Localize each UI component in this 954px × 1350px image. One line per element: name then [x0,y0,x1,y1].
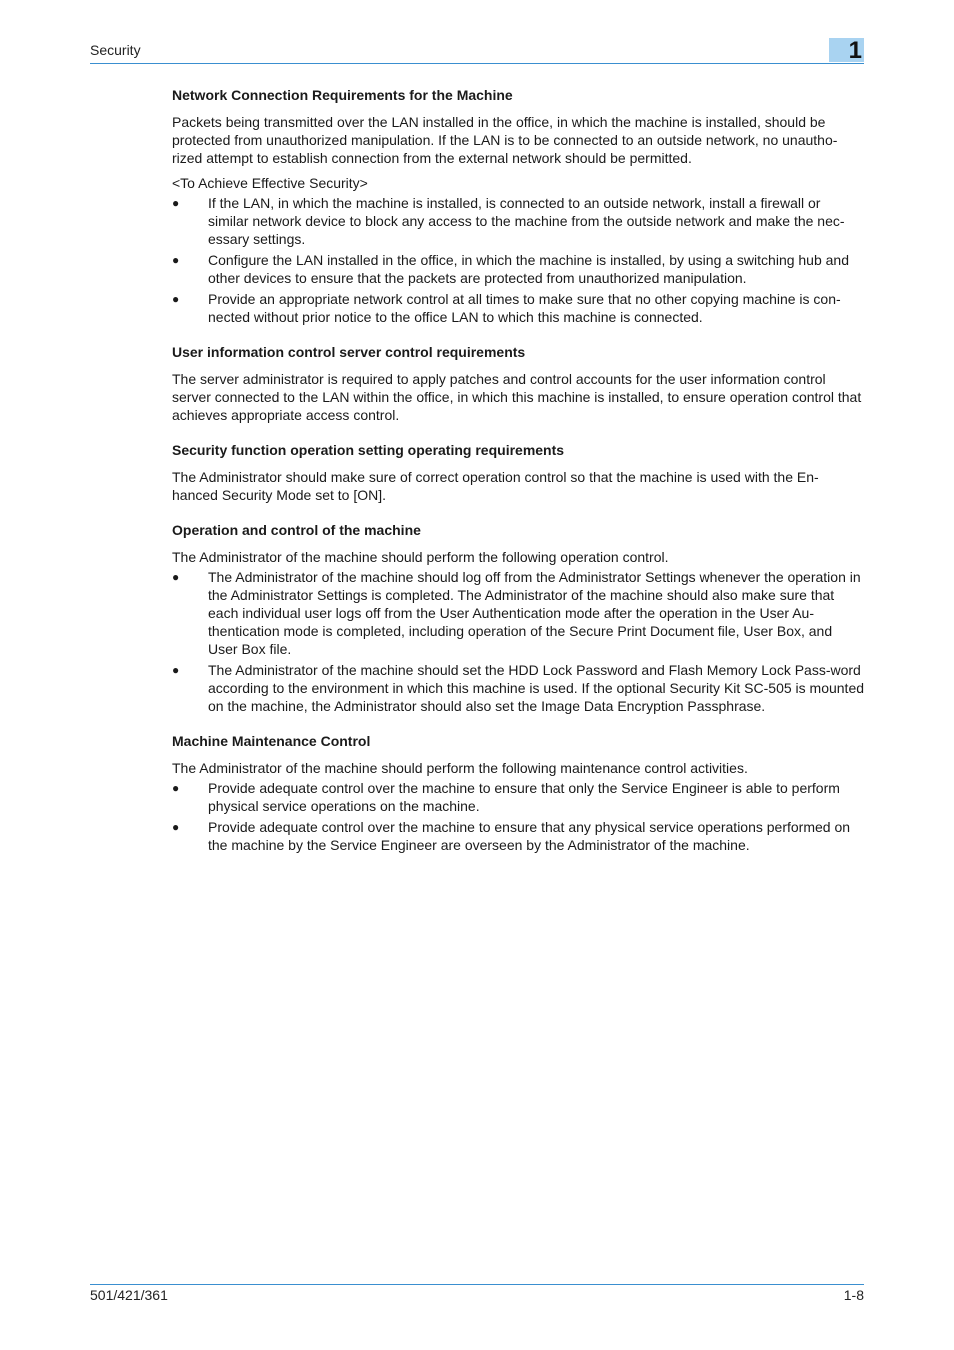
list-item [172,290,864,326]
section-heading: Operation and control of the machine [172,522,421,538]
bullet-icon: ● [172,663,180,677]
paragraph: <To Achieve Effective Security> [172,175,368,191]
list-item-text: Provide an appropriate network control at all times to make sure that no other copying machine is con-nected without prior notice to the office LAN to which this machine is connected. [208,291,841,325]
page-header [90,37,864,64]
section-security-function-settings [172,441,864,504]
bullet-icon: ● [172,570,180,584]
list-item [172,568,864,658]
section-heading: User information control server control requirements [172,344,526,360]
header-title: Security [90,42,141,58]
bullet-icon: ● [172,253,180,267]
chapter-tab [829,38,864,62]
section-network-requirements [172,86,864,326]
paragraph: The Administrator of the machine should perform the following maintenance control activities. [172,760,748,776]
bullet-list [172,779,864,854]
page-content [172,86,864,871]
list-item-text: Provide adequate control over the machine to ensure that only the Service Engineer is able to perform physical service operations on the machine. [208,780,840,814]
section-maintenance-control [172,732,864,854]
bullet-icon: ● [172,820,180,834]
bullet-icon: ● [172,781,180,795]
list-item-text: The Administrator of the machine should set the HDD Lock Password and Flash Memory Lock Pass-word according to the environment in which this machine is used. If the optional Security Kit SC-505 is mounted on the machine, the Administrator should also set the Image Data Encryption Passphrase. [208,662,865,714]
section-operation-control [172,521,864,715]
footer-page-number: 1-8 [843,1287,864,1303]
list-item [172,661,864,715]
list-item [172,779,864,815]
paragraph: The Administrator of the machine should perform the following operation control. [172,549,669,565]
list-item [172,194,864,248]
paragraph: The Administrator should make sure of correct operation control so that the machine is used with the En-hanced Security Mode set to [ON]. [172,469,819,503]
list-item-text: Configure the LAN installed in the office, in which the machine is installed, by using a switching hub and other devices to ensure that the packets are protected from unauthorized manipulation. [208,252,850,286]
list-item [172,818,864,854]
paragraph: Packets being transmitted over the LAN installed in the office, in which the machine is installed, should be protected from unauthorized manipulation. If the LAN is to be connected to an outside network, no unautho-rized attempt to establish connection from the external network should be permitted. [172,114,838,166]
list-item-text: The Administrator of the machine should log off from the Administrator Settings whenever the operation in the Administrator Settings is completed. The Administrator of the machine should also make sure that each individual user logs off from the User Authentication mode after the operation in the User Au-thentication mode is completed, including operation of the Secure Print Document file, User Box, and User Box file. [208,569,861,657]
page-footer [90,1284,864,1303]
section-heading: Machine Maintenance Control [172,733,371,749]
bullet-list [172,194,864,326]
bullet-list [172,568,864,715]
section-user-info-server [172,343,864,424]
list-item [172,251,864,287]
list-item-text: If the LAN, in which the machine is installed, is connected to an outside network, install a firewall or similar network device to block any access to the machine from the outside network and make the nec-essary settings. [208,195,845,247]
bullet-icon: ● [172,292,180,306]
footer-model: 501/421/361 [90,1287,168,1303]
section-heading: Security function operation setting operating requirements [172,442,565,458]
section-heading: Network Connection Requirements for the Machine [172,87,513,103]
bullet-icon: ● [172,196,180,210]
chapter-number: 1 [848,37,862,64]
paragraph: The server administrator is required to apply patches and control accounts for the user information control server connected to the LAN within the office, in which this machine is installed, to ensure operation control that achieves appropriate access control. [172,371,862,423]
list-item-text: Provide adequate control over the machine to ensure that any physical service operations performed on the machine by the Service Engineer are overseen by the Administrator of the machine. [208,819,851,853]
